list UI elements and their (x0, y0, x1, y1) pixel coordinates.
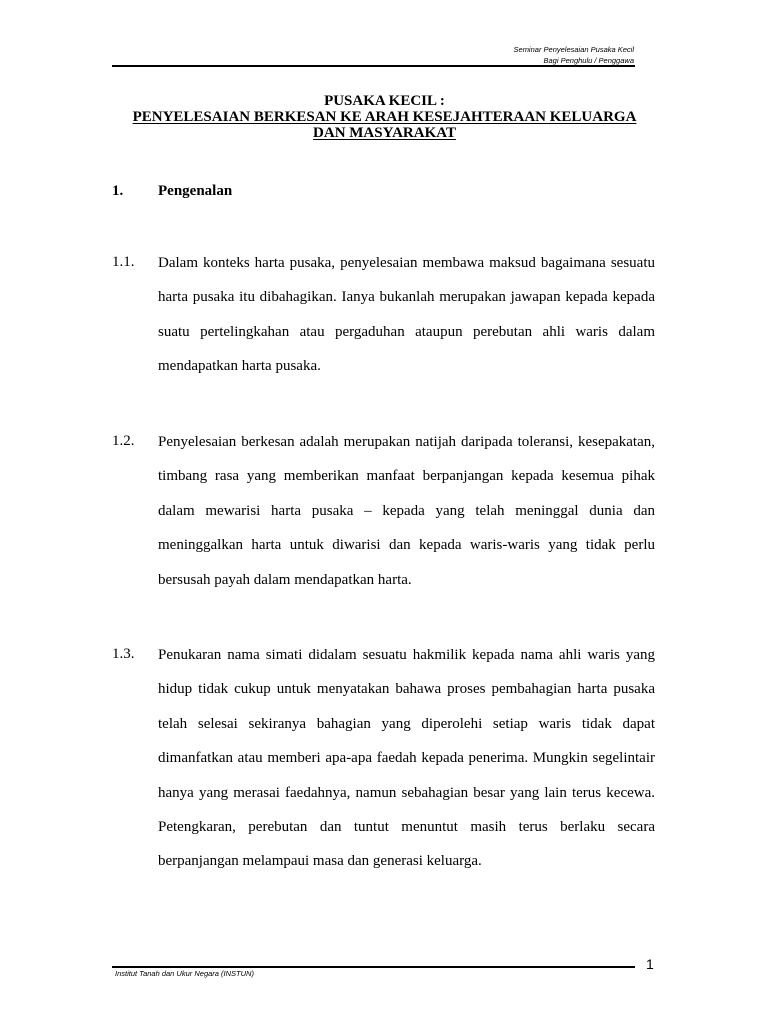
paragraph-line: Petengkaran, perebutan dan tuntut menuntut masih terus berlaku secara (158, 818, 655, 835)
footer-rule (112, 966, 635, 968)
paragraph-line: timbang rasa yang memberikan manfaat berpanjangan kepada kesemua pihak (158, 468, 655, 485)
running-header (514, 44, 634, 66)
paragraph-line: suatu pertelingkahan atau pergaduhan ataupun perebutan ahli waris dalam (158, 323, 655, 340)
header-rule (112, 65, 635, 67)
document-title (112, 93, 657, 141)
running-header-line-2: Bagi Penghulu / Penggawa (543, 56, 634, 65)
paragraph-line: hanya yang merasai faedahnya, namun sebahagian besar yang lain terus kecewa. (158, 784, 655, 801)
paragraph-line: dalam mewarisi harta pusaka – kepada yang telah meninggal dunia dan (158, 502, 655, 519)
paragraph-number: 1.3. (112, 646, 135, 662)
running-header-line-1: Seminar Penyelesaian Pusaka Kecil (513, 45, 634, 54)
page-number: 1 (646, 956, 654, 972)
title-line-1: PUSAKA KECIL : (324, 93, 445, 109)
paragraph-line: hidup tidak cukup untuk menyatakan bahawa proses pembahagian harta pusaka (158, 681, 655, 698)
paragraph-body (158, 433, 655, 605)
paragraph-1-3 (112, 646, 657, 887)
paragraph-1-2 (112, 433, 657, 605)
paragraph-line: Dalam konteks harta pusaka, penyelesaian membawa maksud bagaimana sesuatu (158, 255, 655, 271)
paragraph-line: bersusah payah dalam mendapatkan harta. (158, 571, 412, 588)
section-heading (112, 183, 232, 200)
paragraph-line: mendapatkan harta pusaka. (158, 358, 321, 375)
paragraph-line: Penyelesaian berkesan adalah merupakan natijah daripada toleransi, kesepakatan, (158, 434, 655, 450)
paragraph-body (158, 646, 655, 887)
section-title: Pengenalan (158, 183, 233, 199)
paragraph-line: harta pusaka itu dibahagikan. Ianya bukanlah merupakan jawapan kepada kepada (158, 289, 655, 306)
paragraph-line: dimanfatkan atau memberi apa-apa faedah kepada penerima. Mungkin segelintair (158, 750, 655, 767)
paragraph-line: Penukaran nama simati didalam sesuatu hakmilik kepada nama ahli waris yang (158, 647, 655, 663)
paragraph-line: meninggalkan harta untuk diwarisi dan kepada waris-waris yang tidak perlu (158, 537, 655, 554)
title-line-3: DAN MASYARAKAT (313, 125, 456, 141)
paragraph-line: berpanjangan melampaui masa dan generasi keluarga. (158, 853, 482, 870)
paragraph-body (158, 254, 655, 392)
section-number: 1. (112, 183, 124, 199)
paragraph-line: telah selesai sekiranya bahagian yang diperolehi setiap waris tidak dapat (158, 715, 655, 732)
paragraph-number: 1.2. (112, 433, 135, 449)
footer-institution: Institut Tanah dan Ukur Negara (INSTUN) (115, 969, 254, 978)
title-line-2: PENYELESAIAN BERKESAN KE ARAH KESEJAHTERAAN KELUARGA (132, 109, 637, 125)
paragraph-1-1 (112, 254, 657, 392)
paragraph-number: 1.1. (112, 254, 135, 270)
